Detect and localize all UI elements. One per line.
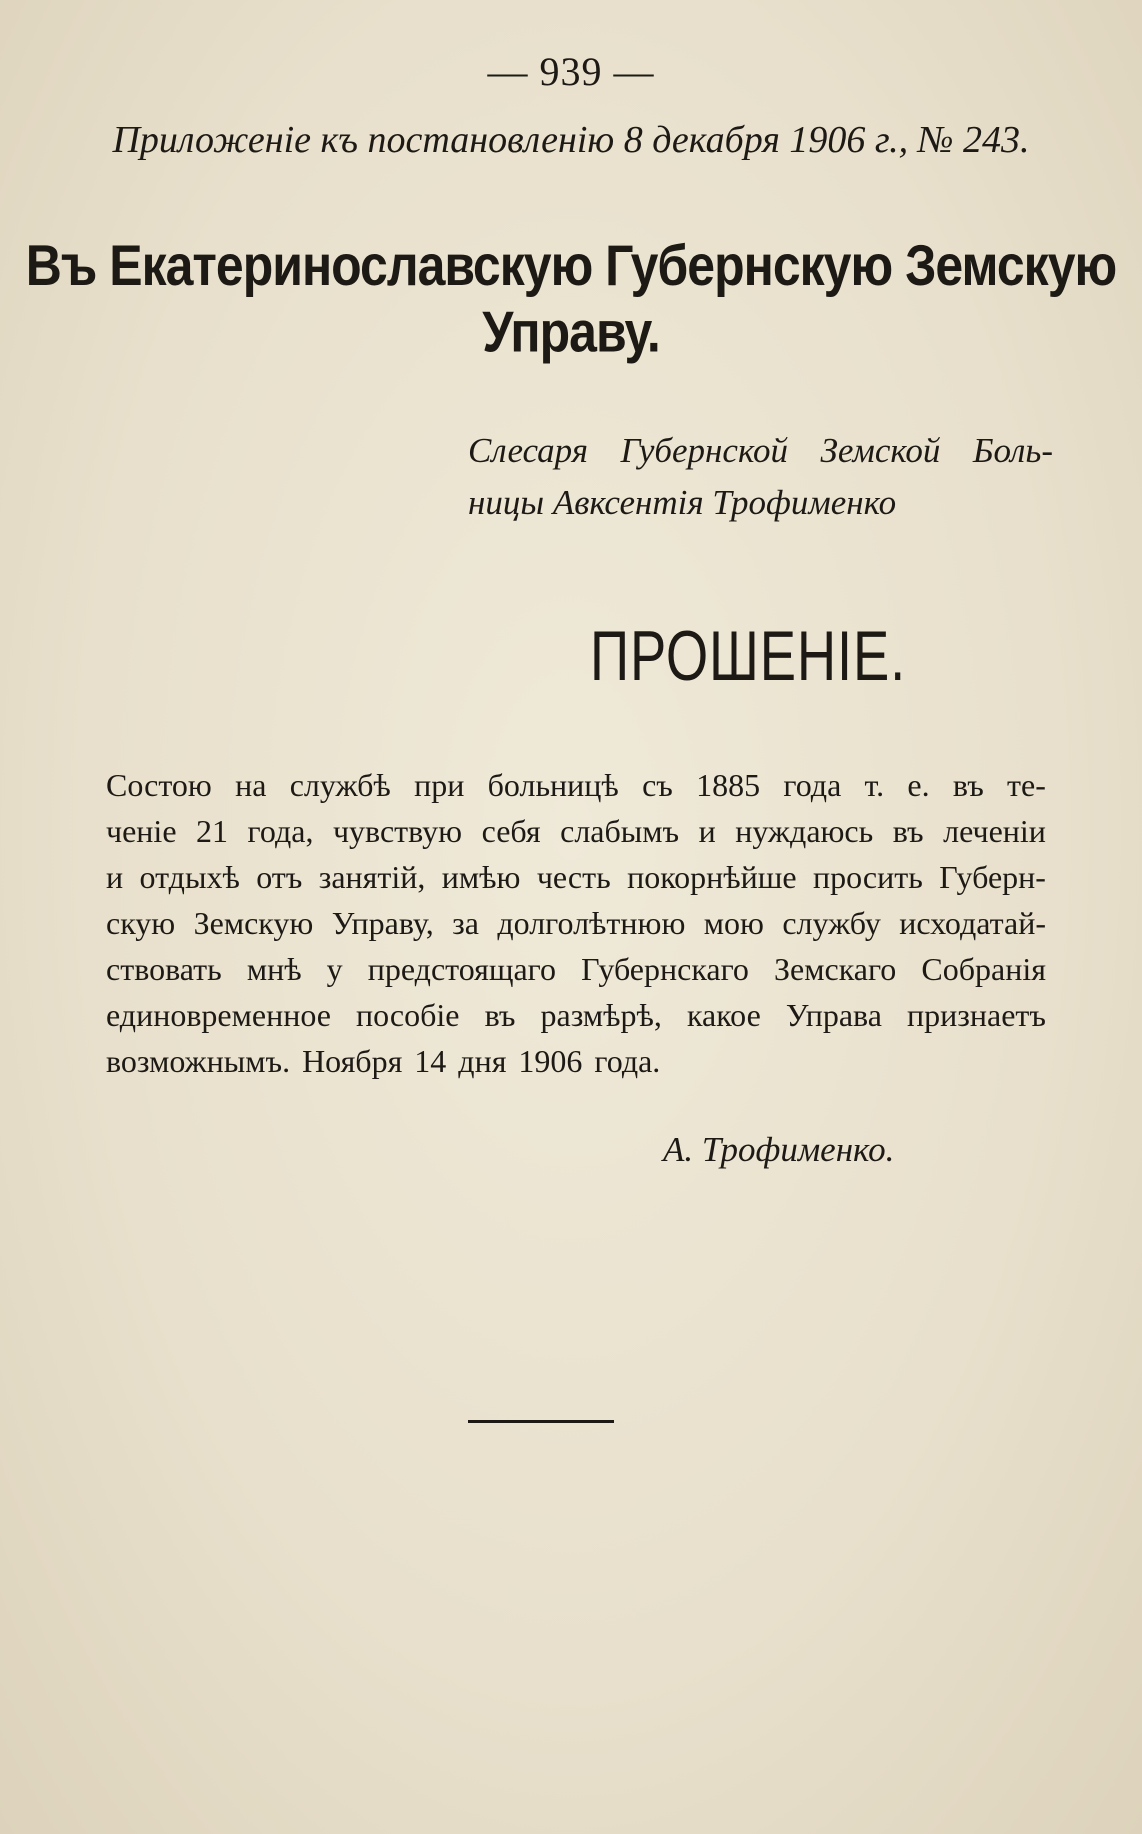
sender-word: Земской [820,431,941,470]
body-word: на [235,767,267,803]
closing-rule [468,1420,614,1423]
body-line [106,854,1046,900]
body-word: за [452,905,479,941]
body-word: исходатай- [899,905,1046,941]
body-word: Губернскаго [581,951,749,987]
body-word: покорнѣйше [627,859,797,895]
body-word: скую [106,905,176,941]
body-word: при [414,767,465,803]
body-word: леченіи [943,813,1046,849]
page-number: — 939 — [487,49,655,94]
sender-line-2: ницы Авксентія Трофименко [468,483,897,522]
sender-word: Слесаря [468,431,588,470]
body-word: какое [686,997,761,1033]
body-word: Ноября [302,1043,403,1079]
body-word: е. [907,767,930,803]
body-word: въ [952,767,984,803]
body-word: Собранія [921,951,1046,987]
body-word: Состою [106,767,212,803]
body-word: занятій, [318,859,426,895]
body-word: те- [1007,767,1046,803]
body-word: просить [813,859,923,895]
body-word: признаетъ [906,997,1046,1033]
body-line [106,992,1046,1038]
petition-body [106,762,1046,1084]
body-word: и [106,859,124,895]
body-word: 14 [414,1043,447,1079]
body-word: съ [642,767,673,803]
appendix-reference: Приложеніе къ постановленію 8 декабря 1906 г., № 243. [112,119,1030,161]
body-word: службѣ [289,767,391,803]
body-word: слабымъ [560,813,680,849]
body-word: у [326,951,343,987]
body-line [106,808,1046,854]
body-word: нуждаюсь [735,813,874,849]
document-heading: ПРОШЕНІЕ. [590,616,907,696]
body-word: 1885 [696,767,761,803]
body-word: 21 [196,813,229,849]
body-word: себя [481,813,541,849]
body-word: Управу, [331,905,434,941]
body-word: Земскаго [774,951,897,987]
body-word: ствовать [106,951,222,987]
body-word: мнѣ [246,951,302,987]
body-word: т. [864,767,885,803]
body-word: больницѣ [487,767,619,803]
body-word: предстоящаго [367,951,556,987]
body-word: 1906 [518,1043,583,1079]
body-word: года, [247,813,314,849]
body-word: пособіе [356,997,460,1033]
body-word: чувствую [332,813,463,849]
body-line [106,1038,1046,1084]
address-title: Въ Екатеринославскую Губернскую Земскую Управу. [25,233,1117,365]
sender-word: Боль- [972,431,1053,470]
body-word: отдыхѣ [139,859,240,895]
body-word: долголѣтнюю [497,905,686,941]
body-word: возможнымъ. [106,1043,291,1079]
body-word: честь [536,859,611,895]
body-word: размѣрѣ, [540,997,662,1033]
signature: А. Трофименко. [663,1130,895,1169]
sender-line-1 [468,425,1053,477]
body-word: мою [703,905,764,941]
body-word: ченіе [106,813,177,849]
body-line [106,762,1046,808]
body-word: имѣю [441,859,521,895]
body-word: Губерн- [939,859,1046,895]
body-word: года [783,767,842,803]
body-line [106,946,1046,992]
sender-block [468,425,1053,529]
body-word: въ [892,813,924,849]
body-word: года. [594,1043,661,1079]
body-word: Земскую [193,905,314,941]
body-word: службу [782,905,881,941]
body-word: единовременное [106,997,331,1033]
body-word: Управа [785,997,882,1033]
body-word: и [698,813,716,849]
body-word: отъ [256,859,303,895]
body-line [106,900,1046,946]
body-word: въ [484,997,516,1033]
sender-word: Губернской [620,431,788,470]
body-word: дня [458,1043,507,1079]
